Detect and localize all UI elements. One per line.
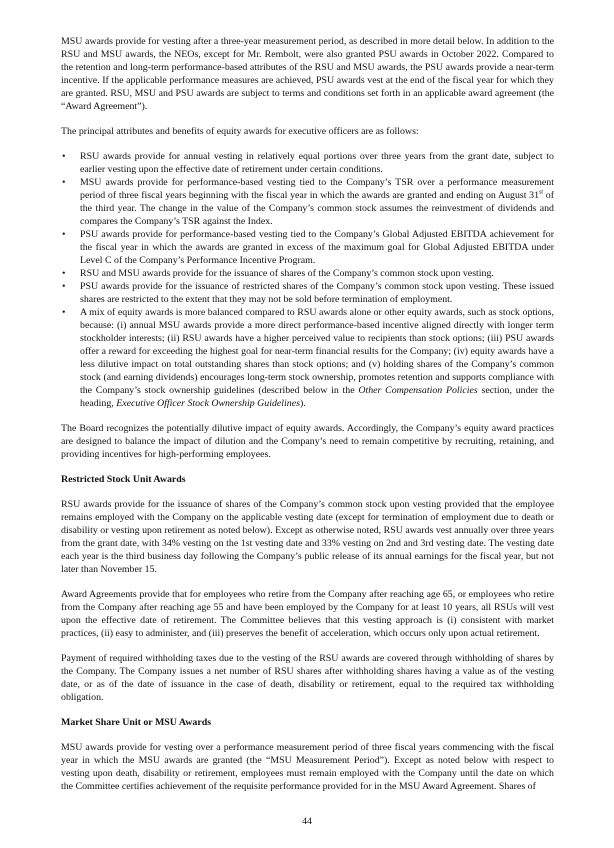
list-item-text: PSU awards provide for performance-based vesting tied to the Company’s Global Adjusted EBITDA achievement for the fiscal year in which the awards are granted in excess of the maximum goal for Global Adjusted EBITDA under Level C of the Company’s Performance Incentive Program. <box>80 229 554 266</box>
bullet-icon: • <box>62 268 66 279</box>
attributes-list <box>61 150 554 410</box>
list-item-text: PSU awards provide for the issuance of restricted shares of the Company’s common stock upon vesting. These issued shares are restricted to the extent that they may not be sold before termination of employment. <box>80 281 554 305</box>
bullet-icon: • <box>62 229 66 240</box>
intro-paragraph: MSU awards provide for vesting after a three-year measurement period, as described in more detail below. In addition to the RSU and MSU awards, the NEOs, except for Mr. Rembolt, were also granted PSU awards in October 2022. Compared to the retention and long-term performance-based attributes of the RSU and MSU awards, the PSU awards provide a near-term incentive. If the applicable performance measures are achieved, PSU awards vest at the end of the fiscal year for which they are granted. RSU, MSU and PSU awards are subject to terms and conditions set forth in an applicable award agreement (the “Award Agreement”). <box>61 36 554 112</box>
list-item <box>61 150 554 176</box>
bullet-icon: • <box>62 281 66 292</box>
list-item-text: RSU awards provide for annual vesting in relatively equal portions over three years from the grant date, subject to earlier vesting upon the effective date of retirement under certain conditions. <box>80 151 554 175</box>
list-item-text: A mix of equity awards is more balanced compared to RSU awards alone or other equity awards, such as stock options, because: (i) annual MSU awards provide a more direct performance-based incentive aligned directly with longer term stockholder interests; (ii) RSU awards have a higher perceived value to recipients than stock options; (iii) PSU awards offer a reward for exceeding the highest goal for near-term financial results for the Company; (iv) equity awards have a less dilutive impact on total outstanding shares than stock options; and (v) holding shares of the Company’s common stock (and earning dividends) encourages long-term stock ownership, promotes retention and supports compliance with the Company’s stock ownership guidelines (described below in the <box>80 307 554 396</box>
bullet-icon: • <box>62 151 66 162</box>
rsu-heading: Restricted Stock Unit Awards <box>61 474 186 485</box>
list-item-text: of the third year. The change in the value of the Company’s common stock assumes the reinvestment of dividends and compares the Company’s TSR against the Index. <box>80 190 554 227</box>
rsu-paragraph: RSU awards provide for the issuance of shares of the Company’s common stock upon vesting provided that the employee remains employed with the Company on the applicable vesting date (except for termination of employment due to death or disability or vesting upon retirement as noted below). Except as otherwise noted, RSU awards vest annually over three years from the grant date, with 34% vesting on the 1st vesting date and 33% vesting on 2nd and 3rd vesting date. The vesting date each year is the third business day following the Company’s public release of its annual earnings for the fiscal year, but not later than November 15. <box>61 499 554 575</box>
list-item <box>61 176 554 228</box>
list-item-text: section, under the heading, <box>80 385 554 409</box>
page-number: 44 <box>302 816 312 827</box>
list-item-text: MSU awards provide for performance-based vesting tied to the Company’s TSR over a performance measurement period of three fiscal years beginning with the fiscal year in which the awards are granted and ending on August 31 <box>80 177 554 201</box>
msu-heading: Market Share Unit or MSU Awards <box>61 717 212 728</box>
italic-reference: Executive Officer Stock Ownership Guidelines <box>116 398 300 409</box>
bullet-icon: • <box>62 177 66 188</box>
list-item <box>61 228 554 267</box>
rsu-withholding-paragraph: Payment of required withholding taxes due to the vesting of the RSU awards are covered through withholding of shares by the Company. The Company issues a net number of RSU shares after withholding shares having a value as of the vesting date, or as of the date of issuance in the case of death, disability or retirement, equal to the required tax withholding obligation. <box>61 653 554 703</box>
rsu-retirement-paragraph: Award Agreements provide that for employees who retire from the Company after reaching age 65, or employees who retire from the Company after reaching age 55 and have been employed by the Company for at least 10 years, all RSUs will vest upon the effective date of retirement. The Committee believes that this vesting approach is (i) consistent with market practices, (ii) easy to administer, and (iii) preserves the benefit of acceleration, which occurs only upon actual retirement. <box>61 589 554 639</box>
board-paragraph: The Board recognizes the potentially dilutive impact of equity awards. Accordingly, the Company’s equity award practices are designed to balance the impact of dilution and the Company’s need to remain competitive by recruiting, retaining, and providing incentives for high-performing employees. <box>61 423 554 460</box>
list-item <box>61 306 554 410</box>
bullet-icon: • <box>62 307 66 318</box>
superscript: st <box>539 189 544 196</box>
attributes-intro: The principal attributes and benefits of equity awards for executive officers are as follows: <box>61 126 419 137</box>
italic-reference: Other Compensation Policies <box>358 385 478 396</box>
list-item-text: RSU and MSU awards provide for the issuance of shares of the Company’s common stock upon vesting. <box>80 268 494 279</box>
list-item <box>61 280 554 306</box>
document-page <box>61 0 554 793</box>
msu-paragraph: MSU awards provide for vesting over a performance measurement period of three fiscal years commencing with the fiscal year in which the MSU awards are granted (the “MSU Measurement Period”). Except as noted below with respect to vesting upon death, disability or retirement, employees must remain employed with the Company until the date on which the Committee certifies achievement of the requisite performance provided for in the MSU Award Agreement. Shares of <box>61 742 554 792</box>
list-item-text: ). <box>299 398 306 409</box>
list-item <box>61 267 554 280</box>
